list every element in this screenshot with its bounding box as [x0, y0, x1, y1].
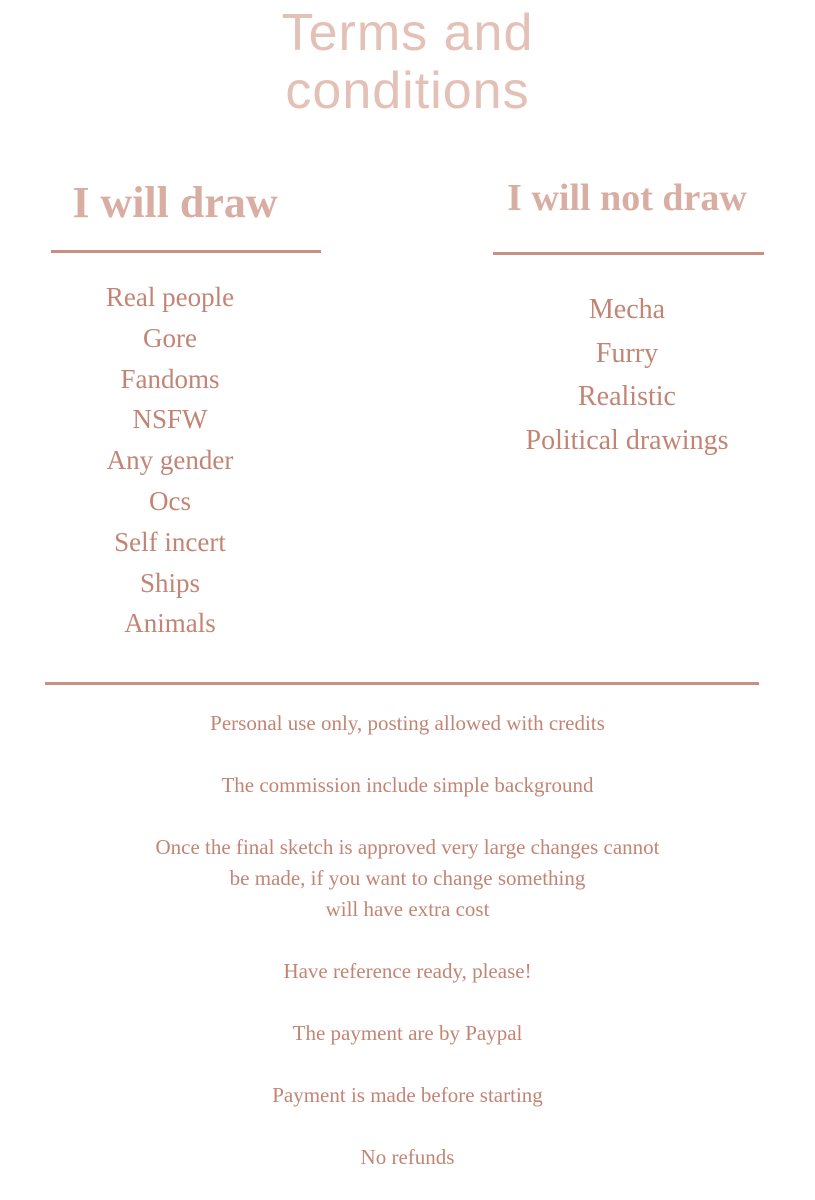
list-item: Real people	[105, 282, 235, 312]
section-divider	[45, 682, 759, 685]
term-reference: Have reference ready, please!	[283, 959, 532, 983]
list-item: Gore	[143, 322, 197, 353]
term-background: The commission include simple background	[221, 773, 594, 797]
list-item: Political drawings	[525, 425, 729, 457]
page-title-line-2: conditions	[285, 62, 530, 120]
term-changes-line-2: be made, if you want to change something	[229, 866, 586, 890]
page-title-line-1: Terms and	[281, 4, 534, 62]
term-changes-line-3: will have extra cost	[325, 897, 490, 921]
term-usage: Personal use only, posting allowed with credits	[210, 711, 605, 735]
list-item: Realistic	[578, 381, 676, 413]
list-item: Fandoms	[120, 363, 220, 394]
list-item: Furry	[595, 337, 659, 369]
will-not-draw-divider	[493, 252, 764, 255]
list-item: Mecha	[588, 294, 666, 325]
list-item: NSFW	[132, 404, 208, 435]
will-draw-list	[60, 277, 280, 644]
will-draw-heading: I will draw	[72, 178, 278, 227]
term-payment-timing: Payment is made before starting	[272, 1083, 543, 1107]
term-refunds: No refunds	[360, 1145, 455, 1169]
list-item: Self incert	[114, 526, 226, 557]
list-item: Ocs	[149, 485, 191, 516]
term-payment-method: The payment are by Paypal	[292, 1021, 523, 1045]
term-changes-line-1: Once the final sketch is approved very large changes cannot	[155, 835, 660, 859]
will-draw-divider	[51, 250, 321, 253]
list-item: Any gender	[106, 445, 234, 476]
list-item: Animals	[124, 608, 216, 639]
list-item: Ships	[139, 567, 201, 598]
will-not-draw-list	[484, 288, 770, 463]
will-not-draw-heading: I will not draw	[507, 177, 747, 219]
page-title	[0, 4, 815, 120]
